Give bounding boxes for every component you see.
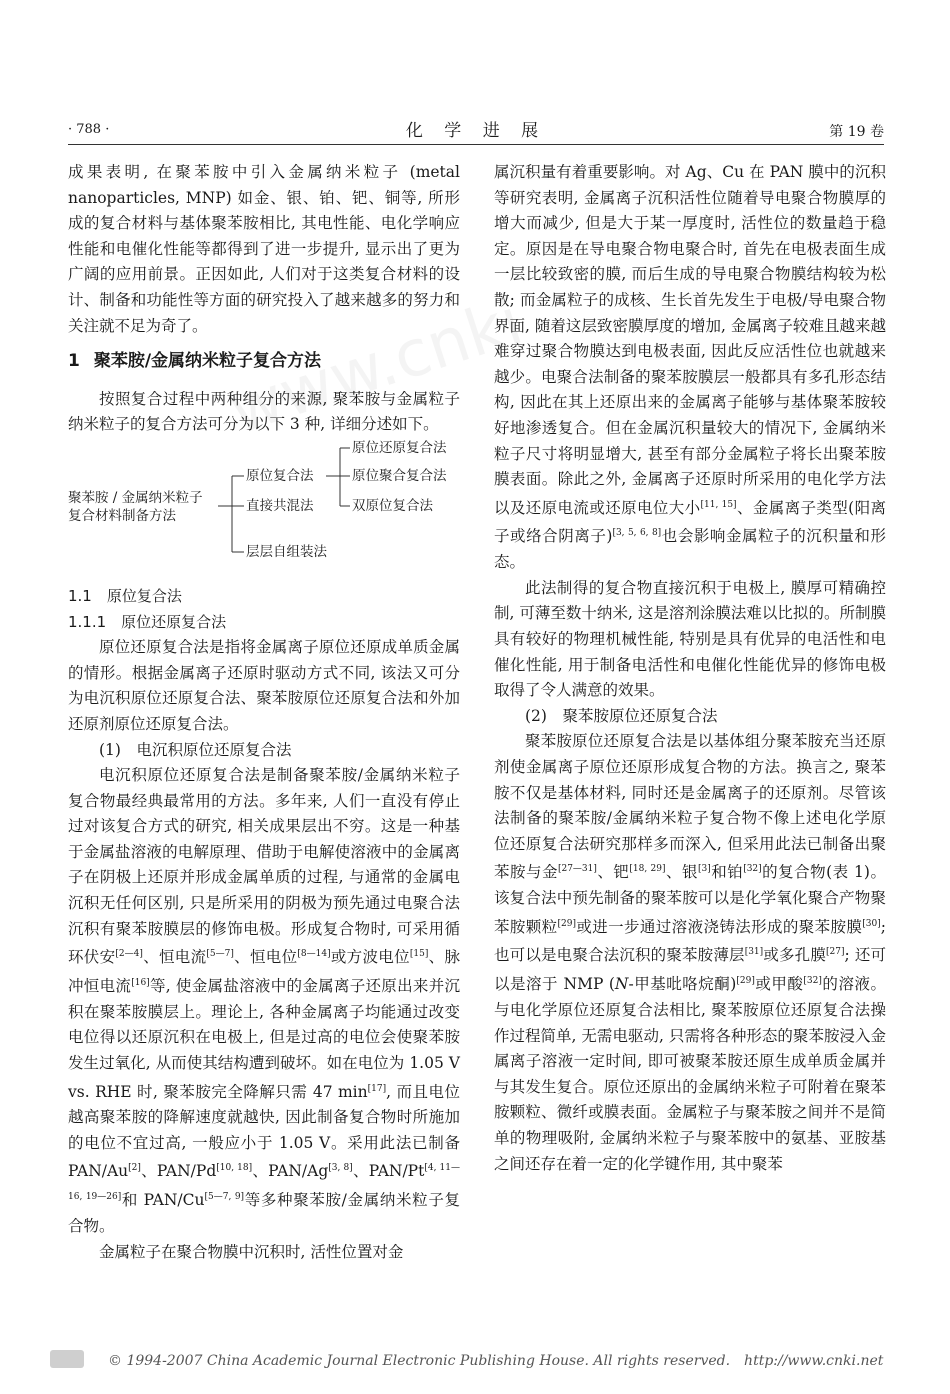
citation: [5—7, 9]	[204, 1192, 245, 1203]
citation: [2—4]	[115, 949, 143, 960]
section-heading	[68, 349, 460, 375]
section-number: 1	[68, 351, 80, 372]
intro-paragraph: 成果表明, 在聚苯胺中引入金属纳米粒子 (metal nanoparticles, MNP) 如金、银、铂、钯、铜等, 所形成的复合材料与基体聚苯胺相比, 其电性能、电化学响应性能和电催化性能等都得到了进一步提升, 显示出了更为广阔的应用前景。正因如此, 人们对于这类复合材料的设计、制备和功能性等方面的研究投入了越来越多的努力和关注就不足为奇了。	[68, 163, 460, 335]
tree-leaf-in-situ-reduction: 原位还原复合法	[352, 439, 447, 456]
deposition-paragraph-start: 金属粒子在聚合物膜中沉积时, 活性位置对金	[99, 1242, 404, 1261]
citation: [11, 15]	[700, 499, 737, 510]
citation: [10, 18]	[216, 1163, 253, 1174]
method-tree-diagram	[68, 439, 460, 574]
citation: [2]	[128, 1163, 141, 1174]
pan-reduction-paragraph: 聚苯胺原位还原复合法是以基体组分聚苯胺充当还原剂使金属离子原位还原形成复合物的方法。换言之, 聚苯胺不仅是基体材料, 同时还是金属离子的还原剂。尽管该法制备的聚苯胺/金属纳米粒子复合物不像上述电化学原位还原复合法研究那样多而深入, 但采用此法已制备出聚苯胺与金[27—31]、钯[18, 29]、银[3]和铂[32]的复合物(表 1)。该复合法中预先制备的聚苯胺可以是化学氧化聚合产物聚苯胺颗粒[29]或进一步通过溶液浇铸法形成的聚苯胺膜[30]; 也可以是电聚合法沉积的聚苯胺薄层[31]或多孔膜[27]; 还可以是溶于 NMP (N-甲基吡咯烷酮)[29]或甲酸[32]的溶液。与电化学原位还原复合法相比, 聚苯胺原位还原复合法操作过程简单, 无需电驱动, 只需将各种形态的聚苯胺浸入金属离子溶液一定时间, 即可被聚苯胺还原生成单质金属并与其发生复合。原位还原出的金属纳米粒子可附着在聚苯胺颗粒、微纤或膜表面。金属粒子与聚苯胺之间并不是简单的物理吸附, 金属纳米粒子与聚苯胺中的氨基、亚胺基之间还存在着一定的化学键作用, 其中聚苯	[494, 732, 886, 1173]
citation: [27—31]	[557, 864, 597, 875]
citation: [3]	[697, 864, 711, 875]
volume-label: 第 19 卷	[829, 124, 884, 140]
citation: [27]	[826, 947, 845, 958]
citation: [17]	[367, 1083, 387, 1094]
citation: [16]	[131, 978, 150, 988]
citation: [8—14]	[297, 949, 331, 960]
header-rule	[68, 144, 884, 145]
citation: [32]	[743, 864, 762, 875]
item1-heading: (1) 电沉积原位还原复合法	[99, 740, 292, 759]
left-column	[68, 160, 460, 1265]
right-column	[494, 160, 886, 1177]
section-title: 聚苯胺/金属纳米粒子复合方法	[93, 351, 322, 372]
citation: [32]	[803, 976, 822, 987]
tree-leaf-double-in-situ: 双原位复合法	[352, 497, 433, 514]
citation: [3, 8]	[328, 1163, 353, 1174]
subsection-1-1: 1.1 原位复合法	[68, 586, 182, 605]
citation: [31]	[744, 947, 764, 958]
tree-node-layer-by-layer: 层层自组装法	[246, 543, 327, 560]
citation: [3, 5, 6, 8]	[612, 528, 662, 539]
tree-root-line1: 聚苯胺 / 金属纳米粒子	[68, 489, 203, 506]
subsection-1-1-1: 1.1.1 原位还原复合法	[68, 612, 227, 631]
electrodeposition-paragraph: 电沉积原位还原复合法是制备聚苯胺/金属纳米粒子复合物最经典最常用的方法。多年来, 人们一直没有停止过对该复合方式的研究, 相关成果层出不穷。这是一种基于金属盐溶液的电解原理、借助于电解使溶液中的金属离子在阴极上还原并形成金属单质的过程, 与通常的金属电沉积无任何区别, 只是所采用的阴极为预先通过电聚合法沉积有聚苯胺膜层的修饰电极。形成复合物时, 可采用循环伏安[2—4]、恒电流[5—7]、恒电位[8—14]或方波电位[15]、脉冲恒电流[16]等, 使金属盐溶液中的金属离子还原出来并沉积在聚苯胺膜层上。理论上, 各种金属离子均能通过改变电位得以还原沉积在电极上, 但是过高的电位会使聚苯胺发生过氧化, 从而使其结构遭到破坏。如在电位为 1.05 V vs. RHE 时, 聚苯胺完全降解只需 47 min[17], 而且电位越高聚苯胺的降解速度就越快, 因此制备复合物时所施加的电位不宜过高, 一般应小于 1.05 V。采用此法已制备PAN/Au[2]、PAN/Pd[10, 18]、PAN/Ag[3, 8]、PAN/Pt[4, 11—16, 19—26]和 PAN/Cu[5—7, 9]等多种聚苯胺/金属纳米粒子复合物。	[68, 766, 460, 1235]
deposition-paragraph-cont: 属沉积量有着重要影响。对 Ag、Cu 在 PAN 膜中的沉积等研究表明, 金属离子沉积活性位随着导电聚合物膜厚的增大而减少, 但是大于某一厚度时, 活性位的数量趋于稳定。原因是在导电聚合物电聚合时, 首先在电极表面生成一层比较致密的膜, 而后生成的导电聚合物膜结构较为松散; 而金属粒子的成核、生长首先发生于电极/导电聚合物界面, 随着这层致密膜厚度的增加, 金属离子较难且越来越难穿过聚合物膜达到电极表面, 因此反应活性位也就越来越少。电聚合法制备的聚苯胺膜层一般都具有多孔形态结构, 因此在其上还原出来的金属离子能够与基体聚苯胺较好地渗透复合。但在金属沉积量较大的情况下, 金属纳米粒子尺寸将明显增大, 甚至有部分金属粒子将长出聚苯胺膜表面。除此之外, 金属离子还原时所采用的电化学方法以及还原电流或还原电位大小[11, 15]、金属离子类型(阳离子或络合阴离子)[3, 5, 6, 8]也会影响金属粒子的沉积量和形态。	[494, 163, 886, 572]
tree-node-in-situ: 原位复合法	[246, 467, 314, 484]
citation: [15]	[409, 949, 429, 960]
item2-heading: (2) 聚苯胺原位还原复合法	[525, 706, 718, 725]
tree-node-direct-blend: 直接共混法	[246, 497, 314, 514]
page-header	[68, 116, 884, 146]
page-footer	[0, 1346, 950, 1372]
copyright-text: © 1994-2007 China Academic Journal Electronic Publishing House. All rights reserved. http://www.cnki.net	[108, 1353, 884, 1369]
reduction-paragraph: 原位还原复合法是指将金属离子原位还原成单质金属的情形。根据金属离子还原时驱动方式不同, 该法又可分为电沉积原位还原复合法、聚苯胺原位还原复合法和外加还原剂原位还原复合法。	[68, 638, 460, 733]
tree-leaf-in-situ-polymerization: 原位聚合复合法	[352, 467, 447, 484]
film-paragraph: 此法制得的复合物直接沉积于电极上, 膜厚可精确控制, 可薄至数十纳米, 这是溶剂涂膜法难以比拟的。所制膜具有较好的物理机械性能, 特别是具有优异的电活性和电催化性能, 用于制备电活性和电催化性能优异的修饰电极取得了令人满意的效果。	[494, 578, 886, 700]
tree-root-line2: 复合材料制备方法	[68, 507, 176, 524]
page-number: · 788 ·	[68, 122, 110, 137]
section-paragraph: 按照复合过程中两种组分的来源, 聚苯胺与金属粒子纳米粒子的复合方法可分为以下 3 种, 详细分述如下。	[68, 389, 460, 434]
cnki-logo-icon	[50, 1350, 84, 1368]
citation: [30]	[862, 918, 881, 929]
citation: [29]	[557, 918, 577, 929]
journal-title: 化 学 进 展	[405, 121, 547, 141]
citation: [29]	[736, 976, 755, 987]
citation: [4, 11—16, 19—26]	[68, 1163, 460, 1203]
citation: [5—7]	[206, 949, 234, 960]
citation: [18, 29]	[629, 864, 666, 875]
